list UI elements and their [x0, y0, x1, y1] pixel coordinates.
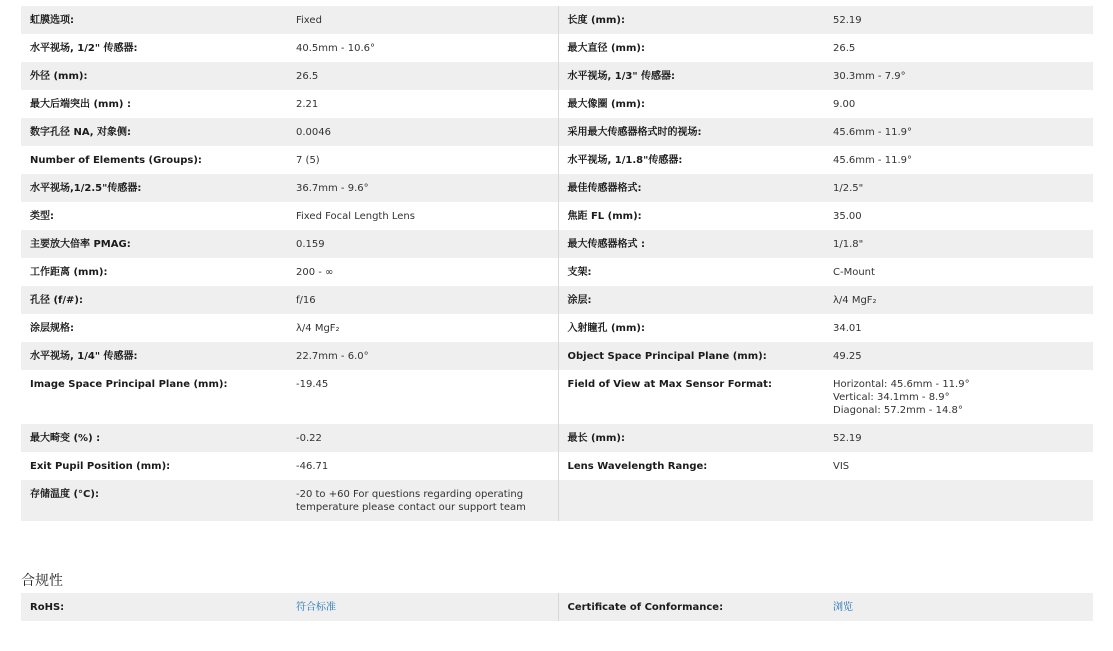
spec-label: 最长 (mm):: [558, 424, 824, 452]
specifications-body: [21, 6, 1093, 521]
rohs-link[interactable]: 符合标准: [296, 602, 336, 613]
rohs-value-cell: [287, 593, 558, 621]
spec-value: VIS: [824, 452, 1093, 480]
table-row: [21, 593, 1093, 621]
spec-value: 52.19: [824, 6, 1093, 34]
table-row: [21, 174, 1093, 202]
spec-label: 最大像圈 (mm):: [558, 90, 824, 118]
table-row: [21, 342, 1093, 370]
table-row: [21, 424, 1093, 452]
spec-value: 30.3mm - 7.9°: [824, 62, 1093, 90]
spec-value: 45.6mm - 11.9°: [824, 118, 1093, 146]
spec-label: 涂层:: [558, 286, 824, 314]
spec-label: 长度 (mm):: [558, 6, 824, 34]
spec-value: 35.00: [824, 202, 1093, 230]
spec-label: 主要放大倍率 PMAG:: [21, 230, 287, 258]
spec-value: 1/1.8": [824, 230, 1093, 258]
spec-label: 类型:: [21, 202, 287, 230]
spec-label: 支架:: [558, 258, 824, 286]
spec-value: [824, 480, 1093, 521]
spec-label: 最大传感器格式 :: [558, 230, 824, 258]
coc-browse-link[interactable]: 浏览: [833, 602, 853, 613]
spec-value: 34.01: [824, 314, 1093, 342]
compliance-section-title: 合规性: [21, 573, 63, 589]
spec-value: 36.7mm - 9.6°: [287, 174, 558, 202]
spec-label: 水平视场, 1/3" 传感器:: [558, 62, 824, 90]
spec-label: 水平视场, 1/2" 传感器:: [21, 34, 287, 62]
spec-label: Exit Pupil Position (mm):: [21, 452, 287, 480]
specifications-table-container: [21, 6, 1093, 521]
spec-value: -46.71: [287, 452, 558, 480]
spec-label: 涂层规格:: [21, 314, 287, 342]
spec-label: 水平视场, 1/4" 传感器:: [21, 342, 287, 370]
table-row: [21, 480, 1093, 521]
spec-value: C-Mount: [824, 258, 1093, 286]
spec-value: Fixed Focal Length Lens: [287, 202, 558, 230]
spec-label: 入射瞳孔 (mm):: [558, 314, 824, 342]
spec-value: 26.5: [287, 62, 558, 90]
table-row: [21, 286, 1093, 314]
spec-value: 0.0046: [287, 118, 558, 146]
spec-value: 40.5mm - 10.6°: [287, 34, 558, 62]
spec-value: 0.159: [287, 230, 558, 258]
spec-value: 49.25: [824, 342, 1093, 370]
table-row: [21, 118, 1093, 146]
spec-label: 外径 (mm):: [21, 62, 287, 90]
spec-label: 工作距离 (mm):: [21, 258, 287, 286]
spec-label: 存储温度 (°C):: [21, 480, 287, 521]
spec-label: 最佳传感器格式:: [558, 174, 824, 202]
table-row: [21, 314, 1093, 342]
spec-label: Number of Elements (Groups):: [21, 146, 287, 174]
table-row: [21, 6, 1093, 34]
spec-label: [558, 480, 824, 521]
spec-value: λ/4 MgF₂: [824, 286, 1093, 314]
spec-value: 9.00: [824, 90, 1093, 118]
spec-label: Lens Wavelength Range:: [558, 452, 824, 480]
coc-value-cell: [824, 593, 1093, 621]
spec-label: 最大畸变 (%) :: [21, 424, 287, 452]
spec-value: -0.22: [287, 424, 558, 452]
table-row: [21, 34, 1093, 62]
table-row: [21, 370, 1093, 424]
table-row: [21, 90, 1093, 118]
spec-label: 最大直径 (mm):: [558, 34, 824, 62]
spec-value: 45.6mm - 11.9°: [824, 146, 1093, 174]
spec-label: 水平视场,1/2.5"传感器:: [21, 174, 287, 202]
spec-value: Fixed: [287, 6, 558, 34]
spec-label: Field of View at Max Sensor Format:: [558, 370, 824, 424]
table-row: [21, 258, 1093, 286]
spec-label: 虹膜选项:: [21, 6, 287, 34]
coc-label: Certificate of Conformance:: [558, 593, 824, 621]
table-row: [21, 452, 1093, 480]
table-row: [21, 202, 1093, 230]
spec-value: Horizontal: 45.6mm - 11.9° Vertical: 34.1mm - 8.9° Diagonal: 57.2mm - 14.8°: [824, 370, 1093, 424]
table-row: [21, 230, 1093, 258]
compliance-table: [21, 593, 1093, 621]
spec-label: Object Space Principal Plane (mm):: [558, 342, 824, 370]
spec-label: 最大后端突出 (mm) :: [21, 90, 287, 118]
spec-value: 200 - ∞: [287, 258, 558, 286]
spec-value: -20 to +60 For questions regarding operating temperature please contact our support team: [287, 480, 558, 521]
spec-value: 1/2.5": [824, 174, 1093, 202]
spec-value: 7 (5): [287, 146, 558, 174]
table-row: [21, 62, 1093, 90]
spec-value: 22.7mm - 6.0°: [287, 342, 558, 370]
spec-value: -19.45: [287, 370, 558, 424]
spec-value: f/16: [287, 286, 558, 314]
spec-label: 孔径 (f/#):: [21, 286, 287, 314]
table-row: [21, 146, 1093, 174]
spec-label: 数字孔径 NA, 对象侧:: [21, 118, 287, 146]
spec-label: 焦距 FL (mm):: [558, 202, 824, 230]
spec-value: 52.19: [824, 424, 1093, 452]
specifications-table: [21, 6, 1093, 521]
spec-value: λ/4 MgF₂: [287, 314, 558, 342]
spec-value: 26.5: [824, 34, 1093, 62]
rohs-label: RoHS:: [21, 593, 287, 621]
spec-value: 2.21: [287, 90, 558, 118]
spec-label: 采用最大传感器格式时的视场:: [558, 118, 824, 146]
spec-label: 水平视场, 1/1.8"传感器:: [558, 146, 824, 174]
compliance-table-container: [21, 593, 1093, 621]
spec-label: Image Space Principal Plane (mm):: [21, 370, 287, 424]
